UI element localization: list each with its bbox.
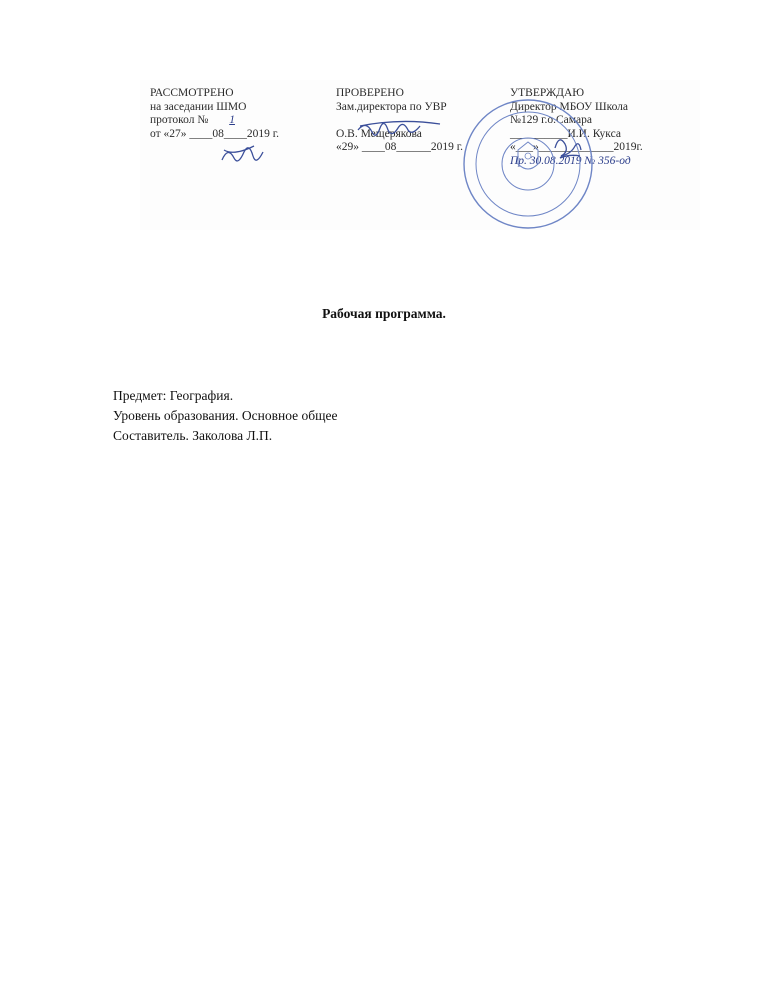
reviewed-protocol-label: протокол № xyxy=(150,114,209,127)
approved-line3: __________И.И. Кукса xyxy=(510,127,621,140)
checked-line1: Зам.директора по УВР xyxy=(336,100,447,113)
reviewed-line1: на заседании ШМО xyxy=(150,100,247,113)
reviewed-protocol-number: 1 xyxy=(229,114,235,127)
checked-line3: «29» ____08______2019 г. xyxy=(336,141,464,154)
approval-checked xyxy=(336,87,463,155)
approved-line2: №129 г.о.Самара xyxy=(510,114,592,127)
approved-line4: «___»_____________2019г. xyxy=(510,141,643,154)
approved-heading: УТВЕРЖДАЮ xyxy=(510,87,585,99)
reviewed-line2 xyxy=(150,114,279,128)
approved-line1: Директор МБОУ Школа xyxy=(510,100,629,113)
reviewed-heading: РАССМОТРЕНО xyxy=(150,87,234,99)
subject-line: Предмет: География. xyxy=(113,388,234,403)
author-line: Составитель. Заколова Л.П. xyxy=(113,428,273,443)
document-title: Рабочая программа. xyxy=(322,306,446,321)
approved-line5: Пр. 30.08.2019 № 356-од xyxy=(510,154,631,167)
reviewed-line3: от «27» ____08____2019 г. xyxy=(150,127,280,140)
checked-heading: ПРОВЕРЕНО xyxy=(336,87,404,99)
document-info xyxy=(113,386,337,446)
checked-line2: О.В. Мещерякова xyxy=(336,127,422,140)
approval-approved xyxy=(510,87,643,169)
approval-reviewed xyxy=(150,87,279,141)
level-line: Уровень образования. Основное общее xyxy=(113,408,338,423)
checked-signature-line xyxy=(336,114,463,128)
